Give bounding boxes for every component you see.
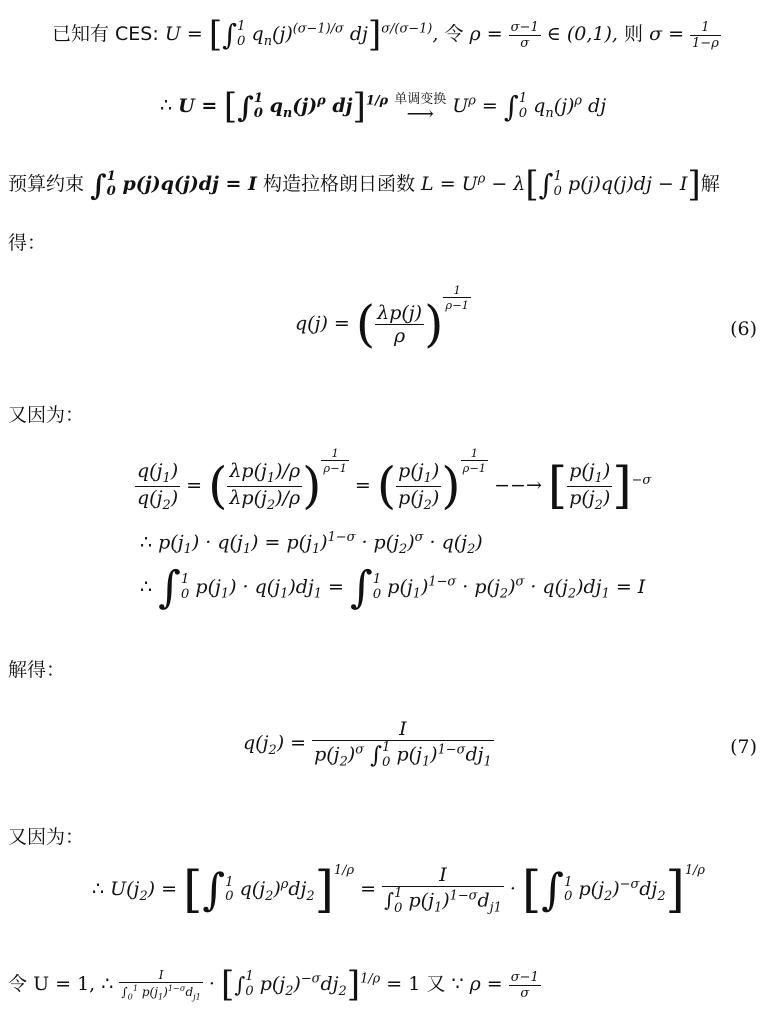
transform-label: 单调变换 bbox=[394, 92, 447, 107]
rho-definition: ρ = $\frac{\sigma-1}{\sigma}$ ∈ (0,1), bbox=[469, 19, 618, 51]
then-text: 则 bbox=[624, 23, 644, 46]
therefore-symbol: ∴ bbox=[160, 94, 173, 117]
solve-wrap-text: 得： bbox=[8, 232, 47, 254]
final-line bbox=[8, 965, 541, 1005]
product-equation: ∴ $p(j_1) \cdot q(j_1) = p(j_1)^{1-\sigma} \cdot p(j_2)^\sigma \cdot q(j_2)$ bbox=[140, 530, 483, 558]
monotonic-transform-line bbox=[160, 88, 606, 125]
lagrangian-formula: $L = U^\rho - \lambda[\int$ 1 0 p(j)q(j)dj − I] bbox=[421, 165, 701, 205]
solve-tail-text: 解 bbox=[700, 173, 720, 196]
final-formula: U = 1, ∴ $\frac{I}{\int_0^1 p(j_1)^{1-\sigma}d_{j1}}$ · [∫ 1 0 $p(j_2)^{-\sigma}dj_2]^{1/\rho} = 1$ bbox=[33, 965, 427, 1005]
let-text: 令 bbox=[444, 23, 464, 46]
ces-lead-text: 已知有 CES: bbox=[52, 23, 165, 46]
utility-rho-formula: $U^\rho$ = ∫ 1 0 $q_n(j)^\rho$ dj bbox=[452, 90, 607, 123]
because-symbol: ∵ bbox=[451, 973, 464, 996]
transform-arrow: 单调变换 ⟶ bbox=[394, 88, 446, 125]
final-and-text: 又 bbox=[426, 973, 446, 996]
final-let-text: 令 bbox=[8, 973, 28, 996]
solve-text-2: 解得： bbox=[8, 659, 66, 681]
equation-7-number: (7) bbox=[730, 736, 757, 758]
lagrangian-line bbox=[8, 165, 720, 205]
equation-7: $q(j_2)$ = I $p(j_2)^\sigma$ ∫ 1 0 $p(j_1)^{1-\sigma}dj_1$ bbox=[243, 718, 492, 770]
utility-bold-formula: U = [∫ 1 0 $q_n(j)^\rho$ dj]$^{1/\rho}$ bbox=[178, 86, 389, 127]
again-because-2: 又因为： bbox=[8, 826, 85, 848]
ratio-equation: $\frac{q(j_1)}{q(j_2)}$ = ( $\frac{\lambda p(j_1)/\rho}{\lambda p(j_2)/\rho}$ ) $^{\frac{1}{\rho-1}}$ = ( $\frac{p(j_1)}{p(j_2)}$ ) $^{\frac{1}{\rho-1}}$ −−→ [ $\frac{p(j_1)}{p(j_2)}$ ]$^{-\sigma}$ bbox=[137, 446, 652, 515]
budget-formula: ∫ 1 0 p(j)q(j)dj = I bbox=[90, 168, 257, 203]
final-rho-formula: ρ = $\frac{\sigma-1}{\sigma}$ bbox=[469, 969, 539, 1001]
budget-text: 预算约束 bbox=[8, 173, 85, 196]
ces-formula: U = [∫ 1 0 $q_n(j)^{(\sigma-1)/\sigma}$ dj]$^{\sigma/(\sigma-1)}$, bbox=[164, 15, 439, 55]
integral-equation: ∴ ∫ 1 0 $p(j_1) \cdot q(j_1)dj_1$ = ∫ 1 0 $p(j_1)^{1-\sigma} \cdot p(j_2)^\sigma \cdot q(j_2)dj_1 = I$ bbox=[140, 562, 646, 613]
sigma-definition: σ = $\frac{1}{1-\rho}$ bbox=[649, 19, 719, 51]
again-because-1: 又因为： bbox=[8, 404, 85, 426]
equation-6-number: (6) bbox=[730, 318, 757, 340]
equation-6: q(j) = ( $\frac{\lambda p(j)}{\rho}$ ) $^{\frac{1}{\rho-1}}$ bbox=[295, 282, 469, 353]
construct-text: 构造拉格朗日函数 bbox=[262, 173, 415, 196]
ces-definition-line bbox=[52, 15, 721, 55]
utility-j2-equation: ∴ $U(j_2)$ = [∫ 1 0 $q(j_2)^\rho dj_2]^{1/\rho}$ = I ∫ 1 0 $p(j_1)^{1-\sigma}d_{j1}$ · [∫ 1 0 $p(j_2)^{-\sigma}dj_2]^{1/\rho}$ bbox=[92, 860, 705, 919]
